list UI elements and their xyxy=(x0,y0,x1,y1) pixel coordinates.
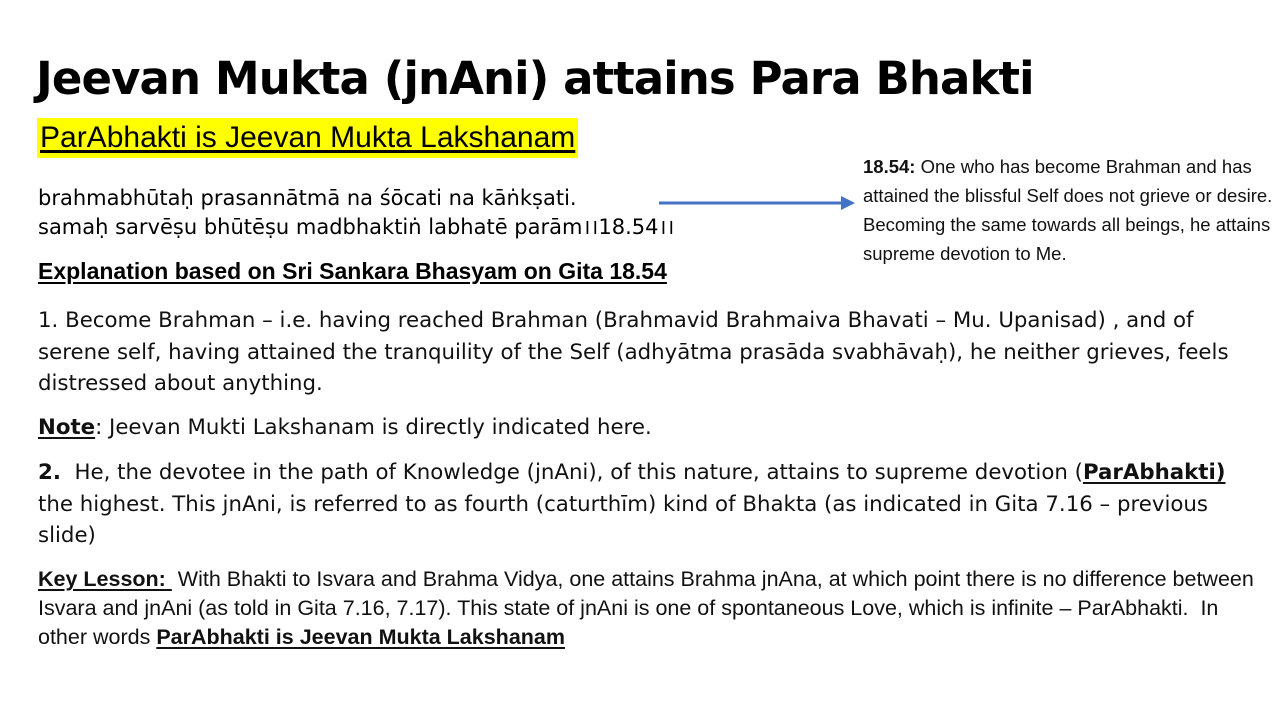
note-text: : Jeevan Mukti Lakshanam is directly indicated here. xyxy=(95,415,652,440)
point-2-text-a: He, the devotee in the path of Knowledge (jnAni), of this nature, attains to supreme devotion ( xyxy=(60,460,1083,485)
translation-verse-ref: 18.54: xyxy=(863,156,916,177)
point-2-text-b: the highest. This jnAni, is referred to as fourth (caturthīm) kind of Bhakta (as indicated in Gita 7.16 – previous slide) xyxy=(38,491,1209,548)
verse-line-2: samaḥ sarvēṣu bhūtēṣu madbhaktiṅ labhatē parām।।18.54।। xyxy=(38,215,675,239)
key-lesson-emphasis: ParAbhakti is Jeevan Mukta Lakshanam xyxy=(156,625,565,649)
point-2-number: 2. xyxy=(38,460,61,485)
parabhakti-term: ParAbhakti) xyxy=(1082,460,1226,485)
verse-line-1: brahmabhūtaḥ prasannātmā na śōcati na kāṅkṣati. xyxy=(38,186,577,210)
key-lesson-paragraph xyxy=(38,565,1258,652)
key-lesson-text: With Bhakti to Isvara and Brahma Vidya, one attains Brahma jnAna, at which point there is no difference between Isvara and jnAni (as told in Gita 7.16, 7.17). This state of jnAni is one of spontaneous Love, which is infinite – ParAbhakti. In other words xyxy=(38,567,1260,649)
verse-translation xyxy=(863,152,1275,268)
note-label: Note xyxy=(38,415,96,440)
point-2-paragraph xyxy=(38,457,1258,552)
sanskrit-verse xyxy=(38,184,674,242)
slide-title: Jeevan Mukta (jnAni) attains Para Bhakti xyxy=(36,52,1034,105)
explanation-heading: Explanation based on Sri Sankara Bhasyam on Gita 18.54 xyxy=(38,258,667,284)
key-lesson-label: Key Lesson: xyxy=(38,567,172,591)
translation-text: One who has become Brahman and has attained the blissful Self does not grieve or desire. Becoming the same towards all beings, he attains supreme devotion to Me. xyxy=(863,156,1273,264)
right-arrow-icon xyxy=(657,194,857,212)
point-1-paragraph: 1. Become Brahman – i.e. having reached Brahman (Brahmavid Brahmaiva Bhavati – Mu. Upanisad) , and of serene self, having attained the tranquility of the Self (adhyātma prasāda svabhāvaḥ), he neither grieves, feels distressed about anything. xyxy=(38,308,1229,396)
slide-subtitle: ParAbhakti is Jeevan Mukta Lakshanam xyxy=(37,118,578,158)
note-paragraph xyxy=(38,412,1258,444)
